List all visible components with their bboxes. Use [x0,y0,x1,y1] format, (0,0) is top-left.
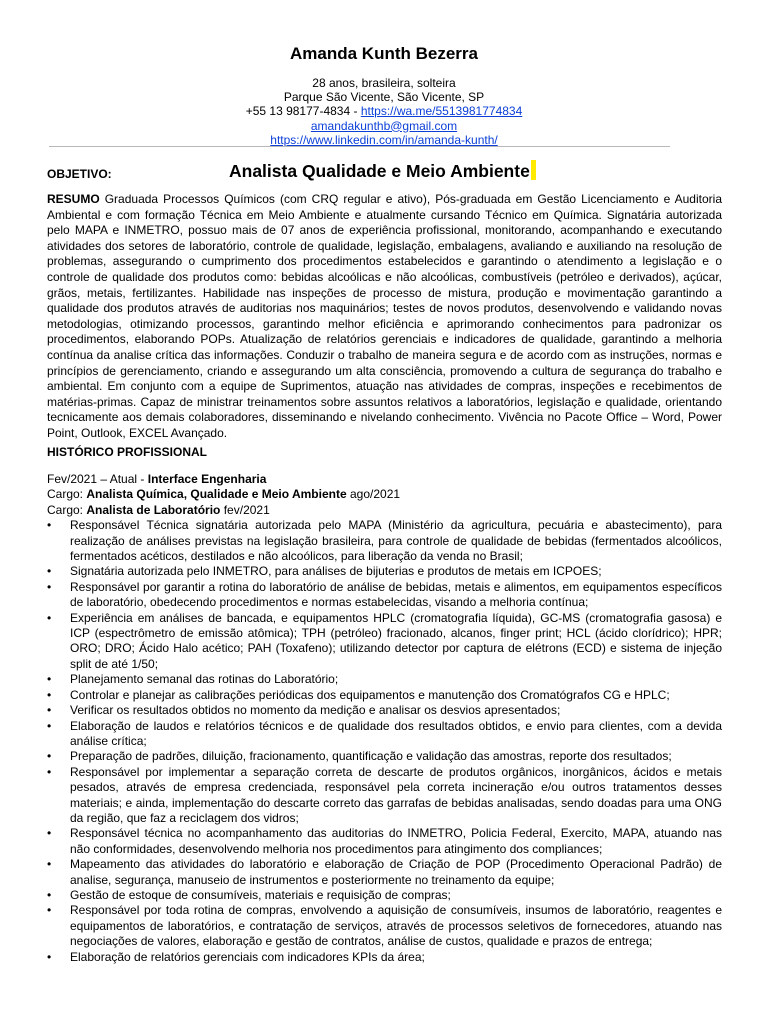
list-item-text: Verificar os resultados obtidos no momento da medição e analisar os desvios apresentados; [70,703,561,718]
role-prefix: Cargo: [47,487,87,502]
list-item [47,826,722,857]
list-item-text: Elaboração de laudos e relatórios técnicos e de qualidade dos resultados obtidos, e envio para clientes, com a devida análise crítica; [70,718,722,748]
objective-title [229,160,536,182]
list-item [47,703,722,718]
history-title: HISTÓRICO PROFISSIONAL [47,445,208,459]
list-item-text: Planejamento semanal das rotinas do Laboratório; [70,672,339,687]
bullet-icon: • [47,672,52,687]
list-item [47,564,722,579]
objective-label: OBJETIVO: [47,167,112,181]
job-period [47,472,722,487]
summary-label: RESUMO [47,192,100,206]
list-item [47,518,722,564]
list-item-text: Responsável técnica no acompanhamento das auditorias do INMETRO, Policia Federal, Exercito, MAPA, atuando nas não conformidades, desenvolvendo melhoria nos procedimentos para atingimento dos compliances; [70,826,722,856]
list-item-text: Controlar e planejar as calibrações periódicas dos equipamentos e manutenção dos Cromatógrafos CG e HPLC; [70,687,670,702]
list-item-text: Mapeamento das atividades do laboratório e elaboração de Criação de POP (Procedimento Operacional Padrão) de analise, segurança, manuseio de instrumentos e posteriormente no treinamento da equipe; [70,857,722,887]
list-item [47,719,722,750]
company-name: Interface Engenharia [147,472,267,486]
role-prefix: Cargo: [47,502,87,517]
bullet-icon: • [47,826,52,841]
list-item-text: Responsável por toda rotina de compras, envolvendo a aquisição de consumíveis, insumos de laboratório, reagentes e equipamentos de laboratórios, e contratação de serviços, através de processos seletivos de fornecedores, atuando nas negociações de valores, elaboração e gestão de contratos, análise de custos, qualidade e prazos de entrega; [70,903,722,949]
list-item-text: Responsável por implementar a separação correta de descarte de produtos orgânicos, inorgânicos, ácidos e metais pesados, através de empresa credenciada, responsável pela correta incineração e/ou outros tratamentos desses materiais; e ainda, implementação do descarte correto das garrafas de bebidas analisadas, sendo doadas para uma ONG da região, que faz a reciclagem dos vidros; [70,764,722,825]
bullet-icon: • [47,518,52,533]
role-current [47,487,722,502]
list-item [47,672,722,687]
phone-line [0,104,768,118]
bullet-icon: • [47,564,52,579]
summary-text: Graduada Processos Químicos (com CRQ regular e ativo), Pós-graduada em Gestão Licenciamento e Auditoria Ambiental e com formação Técnica em Meio Ambiente e atualmente cursando Técnico em Química. Signatária autorizada pelo MAPA e INMETRO, possuo mais de 07 anos de experiência profissional, monitorando, acompanhando e executando atividades dos setores de laboratório, controle de qualidade, legislação, embalagens, avaliando e auxiliando na resolução de problemas, assegurando o cumprimento dos procedimentos estabelecidos e garantindo o atendimento a legislação e o controle de qualidade dos produtos como: bebidas alcoólicas e não alcoólicas, combustíveis (petróleo e derivados), açúcar, grãos, metais, fertilizantes. Habilidade nas inspeções de processo de mistura, produção e movimentação garantindo a qualidade dos produtos através de auditorias nos maquinários; testes de novos produtos, desenvolvendo e validando novas metodologias, otimizando processos, garantindo melhor eficiência e aprimorando conhecimentos para padronizar os procedimentos, elaborando POPs. Atualização de relatórios gerenciais e indicadores de qualidade, garantindo a melhoria contínua da analise crítica das informações. Conduzir o trabalho de maneira segura e de acordo com as instruções, normas e princípios de gerenciamento, criando e assegurando um alta consciência, promovendo a cultura de segurança do trabalho e ambiental. Em conjunto com a equipe de Suprimentos, atuação nas atividades de compras, inspeções e recebimentos de matérias-primas. Capaz de ministrar treinamentos sobre assuntos relativos a laboratórios, legislação e qualidade, orientando tecnicamente aos demais colaboradores, disseminando e nivelando conhecimento. Vivência no Pacote Office – Word, Power Point, Outlook, EXCEL Avançado. [47,192,722,440]
list-item [47,765,722,827]
list-item [47,950,722,965]
period-text: Fev/2021 – Atual - [47,472,148,486]
list-item-text: Preparação de padrões, diluição, fracionamento, quantificação e validação das amostras, reporte dos resultados; [70,749,672,764]
list-item-text: Experiência em análises de bancada, e equipamentos HPLC (cromatografia líquida), GC-MS (cromatografia gasosa) e ICP (espectrômetro de emissão atômica); TPH (petróleo) fracionado, alcanos, finger print; HCL (ácido clorídrico); HPR; ORO; DRO; Ácido Halo acético; PAH (Toxafeno); utilizando detector por captura de elétrons (ECD) e sistema de injeção split de até 1/50; [70,610,722,671]
address: Parque São Vicente, São Vicente, SP [283,90,485,105]
role-date: fev/2021 [220,502,270,517]
role-previous [47,503,722,518]
list-item [47,857,722,888]
list-item-text: Responsável Técnica signatária autorizada pelo MAPA (Ministério da agricultura, pecuária e abastecimento), para realização de análises previstas na legislação brasileira, para controle de qualidade de bebidas (fermentados alcoólicos, fermentados acéticos, destilados e não alcoólicos, para liberação da venda no Brasil; [70,518,722,564]
bullet-icon: • [47,610,52,625]
bullet-icon: • [47,749,52,764]
list-item-text: Signatária autorizada pelo INMETRO, para análises de bijuterias e produtos de metais em ICPOES; [70,564,602,579]
bullet-icon: • [47,718,52,733]
role-title: Analista de Laboratório [86,502,221,517]
list-item-text: Responsável por garantir a rotina do laboratório de análise de bebidas, metais e alimentos, em equipamentos específicos de laboratório, obedecendo procedimentos e normas estabelecidas, visando a melhoria contínua; [70,579,722,610]
phone: +55 13 98177-4834 - [245,104,361,119]
list-item [47,749,722,764]
list-item [47,688,722,703]
bullet-icon: • [47,857,52,872]
text-highlight-marker [531,160,536,180]
bullet-icon: • [47,903,52,918]
list-item [47,888,722,903]
list-item-text: Gestão de estoque de consumíveis, materiais e requisição de compras; [70,887,451,902]
email-link[interactable]: amandakunthb@gmail.com [310,118,458,133]
job-entry [47,472,722,965]
list-item [47,580,722,611]
personal-info: 28 anos, brasileira, solteira [312,76,456,90]
role-date: ago/2021 [346,487,401,502]
divider [49,146,670,147]
bullet-icon: • [47,687,52,702]
candidate-name: Amanda Kunth Bezerra [290,44,478,63]
bullet-icon: • [47,949,52,964]
list-item-text: Elaboração de relatórios gerenciais com indicadores KPIs da área; [70,949,425,964]
summary-paragraph [47,192,722,442]
role-title: Analista Química, Qualidade e Meio Ambiente [86,487,347,502]
bullet-icon: • [47,764,52,779]
contact-block [0,76,768,147]
responsibilities-list [47,518,722,965]
linkedin-link[interactable]: https://www.linkedin.com/in/amanda-kunth/ [270,132,498,147]
list-item [47,903,722,949]
bullet-icon: • [47,579,52,594]
whatsapp-link[interactable]: https://wa.me/5513981774834 [360,104,523,119]
list-item [47,611,722,673]
bullet-icon: • [47,703,52,718]
objective-title-text: Analista Qualidade e Meio Ambiente [229,161,530,181]
bullet-icon: • [47,887,52,902]
